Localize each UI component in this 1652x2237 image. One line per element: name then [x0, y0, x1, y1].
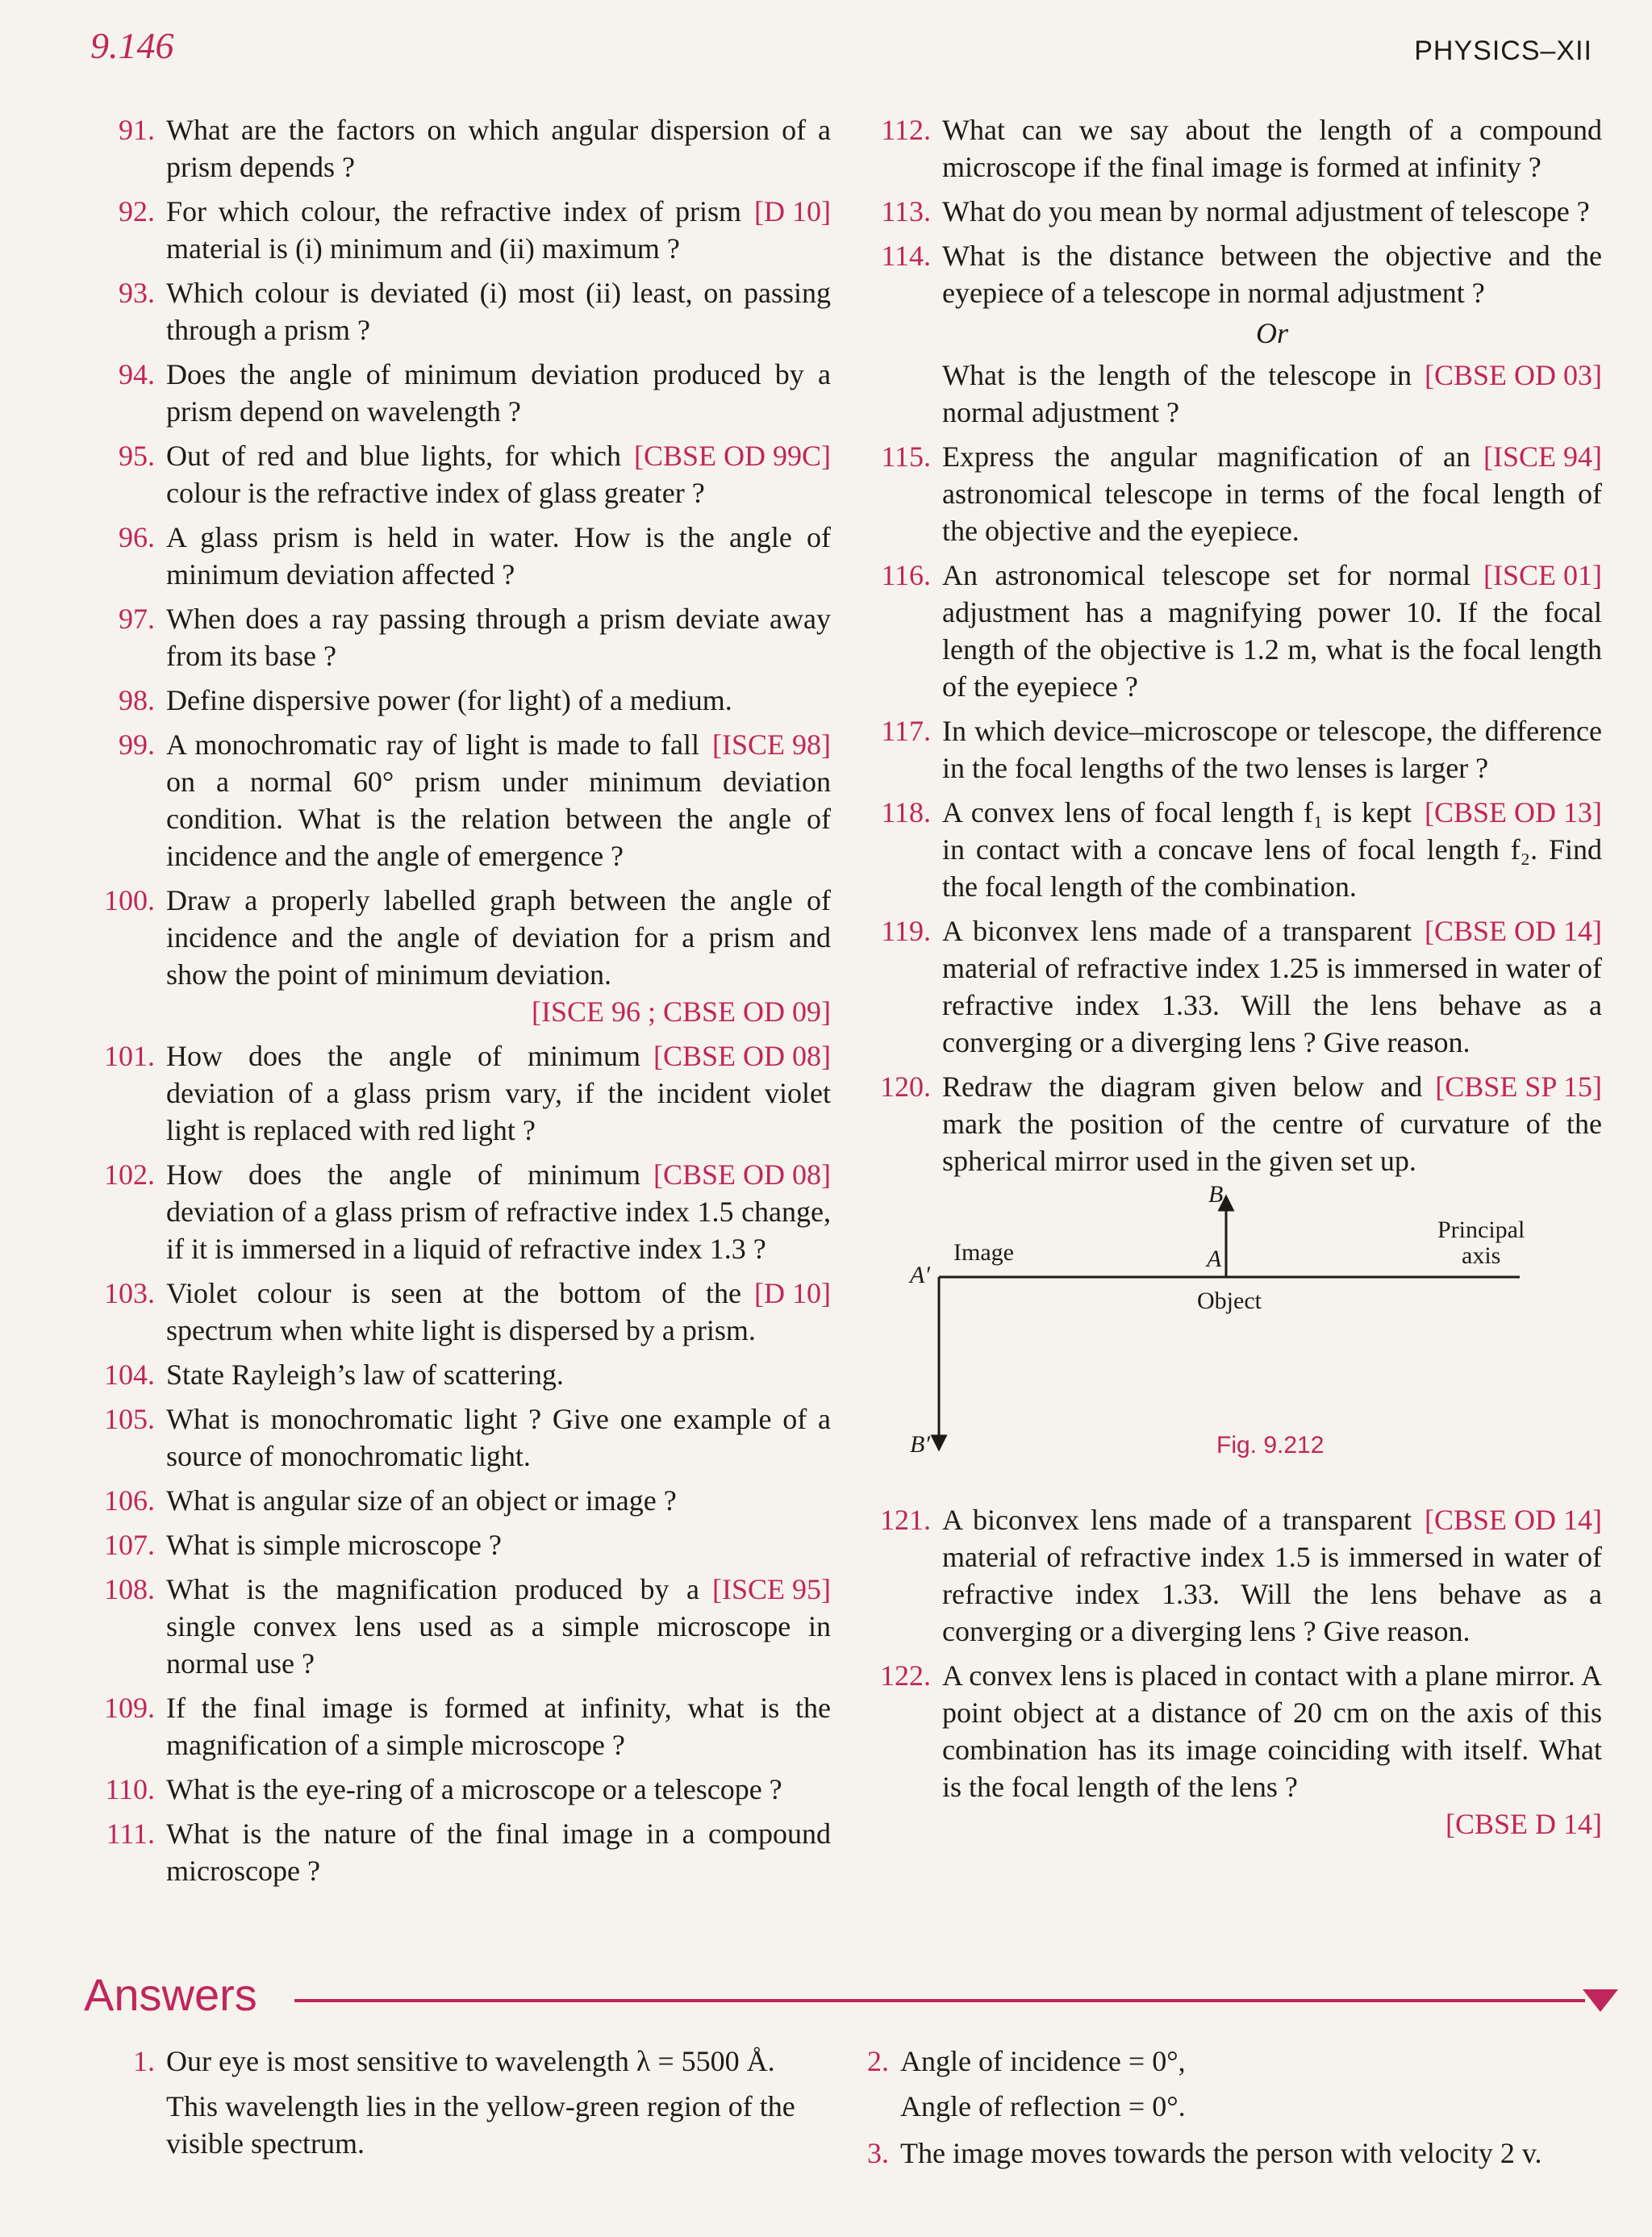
source-tag: [ISCE 96 ; CBSE OD 09]	[531, 995, 831, 1028]
source-tag: [ISCE 01]	[1483, 559, 1602, 591]
question-text: Out of red and blue lights, for which colour is the refractive index of glass greater ?	[166, 440, 705, 509]
question-item	[865, 1501, 1602, 1650]
answer-line: The image moves towards the person with velocity 2 v.	[900, 2137, 1542, 2169]
answer-number: 1.	[133, 2045, 155, 2077]
question-text: An astronomical telescope set for normal adjustment has a magnifying power 10. If the focal length of the objective is 1.2 m, what is the focal length of the eyepiece ?	[942, 559, 1602, 703]
question-number: 94.	[119, 358, 155, 390]
question-text: What do you mean by normal adjustment of telescope ?	[942, 195, 1590, 227]
question-text: A glass prism is held in water. How is the angle of minimum deviation affected ?	[166, 521, 831, 591]
question-text: In which device–microscope or telescope, the difference in the focal lengths of the two lenses is larger ?	[942, 715, 1602, 784]
question-number: 122.	[880, 1659, 931, 1692]
question-group-a	[865, 111, 1602, 230]
question-text: What is the nature of the final image in a compound microscope ?	[166, 1818, 831, 1887]
question-number: 95.	[119, 440, 155, 472]
source-tag: [ISCE 94]	[1483, 440, 1602, 473]
question-item	[865, 237, 1602, 431]
question-body	[166, 1156, 831, 1267]
question-body	[942, 557, 1602, 705]
question-text: Draw a properly labelled graph between the angle of incidence and the angle of deviation for a prism and show the point of minimum deviation.	[166, 884, 831, 991]
question-item	[865, 193, 1602, 230]
answers-divider	[294, 1999, 1585, 2002]
question-item	[865, 557, 1602, 705]
question-text: What is angular size of an object or image ?	[166, 1484, 677, 1517]
question-number: 104.	[104, 1358, 155, 1391]
label-image: Image	[953, 1239, 1014, 1266]
answer-item	[89, 2043, 831, 2170]
question-body	[942, 111, 1602, 186]
right-column	[865, 111, 1602, 1850]
question-number: 96.	[119, 521, 155, 553]
question-number: 110.	[105, 1773, 155, 1805]
question-item	[89, 274, 831, 348]
question-text: What can we say about the length of a compound microscope if the final image is formed at infinity ?	[942, 114, 1602, 183]
question-body	[166, 882, 831, 1030]
question-number: 118.	[881, 796, 931, 828]
question-body	[166, 519, 831, 593]
question-item	[89, 1400, 831, 1475]
question-item	[89, 1571, 831, 1682]
answer-line: Angle of reflection = 0°.	[900, 2090, 1186, 2122]
question-text: When does a ray passing through a prism deviate away from its base ?	[166, 603, 831, 672]
question-number: 92.	[119, 195, 155, 227]
question-number: 93.	[119, 277, 155, 309]
question-group-c	[865, 1501, 1602, 1650]
source-tag: [ISCE 98]	[712, 728, 831, 761]
question-number: 108.	[104, 1573, 155, 1605]
answer-body	[900, 2043, 1597, 2133]
question-body	[942, 712, 1602, 787]
question-item	[89, 600, 831, 674]
question-number: 114.	[881, 240, 931, 272]
question-item	[865, 438, 1602, 549]
question-body	[166, 1037, 831, 1149]
question-item	[89, 1815, 831, 1889]
question-body	[166, 600, 831, 674]
question-item	[865, 1068, 1602, 1179]
question-number: 115.	[881, 440, 931, 473]
question-number: 103.	[104, 1277, 155, 1309]
or-separator: Or	[1255, 317, 1288, 349]
question-text: Define dispersive power (for light) of a medium.	[166, 684, 732, 716]
question-text: Does the angle of minimum deviation produced by a prism depend on wavelength ?	[166, 358, 831, 428]
label-b: B	[1208, 1181, 1224, 1208]
question-item	[89, 356, 831, 430]
triangle-down-icon	[1583, 1989, 1618, 2012]
question-body	[166, 1526, 831, 1563]
question-body	[942, 193, 1602, 230]
source-tag: [ISCE 95]	[712, 1573, 831, 1605]
question-number: 116.	[881, 559, 931, 591]
answer-body	[900, 2135, 1597, 2180]
source-tag: [CBSE OD 99C]	[633, 440, 831, 472]
question-number: 91.	[119, 114, 155, 146]
question-text: What is monochromatic light ? Give one example of a source of monochromatic light.	[166, 1403, 831, 1472]
question-body	[166, 111, 831, 186]
question-text: Which colour is deviated (i) most (ii) least, on passing through a prism ?	[166, 277, 831, 346]
answer-number: 3.	[867, 2137, 889, 2169]
question-number: 98.	[119, 684, 155, 716]
question-text: If the final image is formed at infinity, what is the magnification of a simple microscope ?	[166, 1692, 831, 1761]
source-tag: [CBSE D 14]	[1445, 1808, 1602, 1840]
question-item	[89, 1482, 831, 1519]
question-item	[89, 726, 831, 874]
question-text: How does the angle of minimum deviation of a glass prism vary, if the incident violet light is replaced with red light ?	[166, 1040, 831, 1146]
question-item	[89, 1689, 831, 1763]
question-text: What are the factors on which angular dispersion of a prism depends ?	[166, 114, 831, 183]
question-body	[166, 1815, 831, 1889]
question-item	[89, 1526, 831, 1563]
source-tag: [CBSE OD 13]	[1424, 796, 1602, 828]
question-item	[89, 1771, 831, 1808]
question-body	[942, 1068, 1602, 1179]
source-tag: [CBSE OD 14]	[1424, 1504, 1602, 1536]
question-item	[89, 1356, 831, 1393]
question-text: A biconvex lens made of a transparent material of refractive index 1.5 is immersed in water of refractive index 1.33. Will the lens behave as a converging or a diverging lens ? Give reason.	[942, 1504, 1602, 1647]
source-tag: [CBSE SP 15]	[1435, 1071, 1602, 1103]
question-number: 107.	[104, 1529, 155, 1561]
question-number: 109.	[104, 1692, 155, 1724]
question-body	[942, 237, 1602, 431]
question-item	[89, 1275, 831, 1349]
question-number: 102.	[104, 1158, 155, 1191]
source-tag: [D 10]	[754, 1277, 831, 1309]
question-number: 100.	[104, 884, 155, 916]
question-text: What is the magnification produced by a single convex lens used as a simple microscope in normal use ?	[166, 1573, 831, 1680]
question-number: 99.	[119, 728, 155, 761]
page-number: 9.146	[90, 25, 174, 66]
question-item	[865, 712, 1602, 787]
label-a: A	[1207, 1246, 1222, 1272]
question-text: Express the angular magnification of an astronomical telescope in terms of the focal length of the objective and the eyepiece.	[942, 440, 1602, 547]
question-text: A convex lens of focal length f₁ is kept in contact with a concave lens of focal length f₂. Find the focal length of the combination.	[942, 796, 1602, 903]
question-body	[166, 1400, 831, 1475]
question-text: What is simple microscope ?	[166, 1529, 502, 1561]
figure-caption: Fig. 9.212	[1216, 1432, 1325, 1459]
source-tag: [CBSE OD 08]	[653, 1040, 831, 1072]
label-a-prime: A′	[910, 1262, 930, 1288]
question-body	[166, 1356, 831, 1393]
question-body	[166, 437, 831, 511]
question-item	[89, 1037, 831, 1149]
question-item	[89, 437, 831, 511]
left-column	[89, 111, 831, 1897]
question-body	[166, 682, 831, 719]
question-group-b	[865, 438, 1602, 1179]
label-b-prime: B′	[910, 1431, 930, 1458]
question-text: Redraw the diagram given below and mark the position of the centre of curvature of the spherical mirror used in the given set up.	[942, 1071, 1602, 1177]
question-number: 119.	[881, 915, 931, 947]
question-number: 105.	[104, 1403, 155, 1435]
question-text: A biconvex lens made of a transparent material of refractive index 1.25 is immersed in water of refractive index 1.33. Will the lens behave as a converging or a diverging lens ? Give reason.	[942, 915, 1602, 1058]
question-item	[89, 882, 831, 1030]
question-item	[865, 1657, 1602, 1843]
question-item	[865, 794, 1602, 905]
question-body	[166, 1482, 831, 1519]
answer-number: 2.	[867, 2045, 889, 2077]
figure-9-212	[865, 1181, 1602, 1493]
question-body	[942, 438, 1602, 549]
question-body	[166, 1275, 831, 1349]
question-number: 106.	[104, 1484, 155, 1517]
question-text: For which colour, the refractive index of prism material is (i) minimum and (ii) maximum ?	[166, 195, 742, 265]
question-body	[166, 356, 831, 430]
question-text: What is the eye-ring of a microscope or a telescope ?	[166, 1773, 782, 1805]
question-item	[89, 1156, 831, 1267]
question-item	[865, 912, 1602, 1061]
question-body	[942, 1657, 1602, 1843]
question-body	[166, 1571, 831, 1682]
question-number: 113.	[881, 195, 931, 227]
question-body	[166, 726, 831, 874]
question-number: 117.	[881, 715, 931, 747]
question-body	[942, 1501, 1602, 1650]
source-tag: [CBSE OD 14]	[1424, 915, 1602, 947]
answer-line: This wavelength lies in the yellow-green region of the visible spectrum.	[166, 2090, 795, 2160]
source-tag: [D 10]	[754, 195, 831, 227]
question-text: A convex lens is placed in contact with a plane mirror. A point object at a distance of 20 cm on the axis of this combination has its image coinciding with itself. What is the focal length of the lens ?	[942, 1659, 1602, 1803]
label-object: Object	[1197, 1288, 1262, 1314]
question-item	[89, 682, 831, 719]
answer-item	[823, 2043, 1597, 2133]
question-number: 112.	[881, 114, 931, 146]
question-alt-text-content: What is the length of the telescope in normal adjustment ?	[942, 359, 1412, 428]
question-item	[89, 193, 831, 267]
question-text: Violet colour is seen at the bottom of the spectrum when white light is dispersed by a prism.	[166, 1277, 756, 1346]
question-number: 97.	[119, 603, 155, 635]
source-tag: [CBSE OD 08]	[653, 1158, 831, 1191]
answer-line: Our eye is most sensitive to wavelength λ = 5500 Å.	[166, 2045, 775, 2077]
question-number: 120.	[880, 1071, 931, 1103]
question-alt-text	[942, 357, 1602, 431]
question-body	[166, 1689, 831, 1763]
question-body	[166, 1771, 831, 1808]
question-text: What is the distance between the objective and the eyepiece of a telescope in normal adjustment ?	[942, 240, 1602, 309]
label-principal-axis-2: axis	[1462, 1242, 1501, 1269]
question-number: 121.	[880, 1504, 931, 1536]
question-body	[942, 912, 1602, 1061]
answer-line: Angle of incidence = 0°,	[900, 2045, 1186, 2077]
question-number: 111.	[106, 1818, 155, 1850]
question-text: A monochromatic ray of light is made to fall on a normal 60° prism under minimum deviation condition. What is the relation between the angle of incidence and the angle of emergence ?	[166, 728, 831, 872]
question-text: How does the angle of minimum deviation of a glass prism of refractive index 1.5 change, if it is immersed in a liquid of refractive index 1.3 ?	[166, 1158, 831, 1265]
question-body	[166, 193, 831, 267]
question-item	[89, 519, 831, 593]
question-item	[865, 111, 1602, 186]
label-principal-axis-1: Principal	[1437, 1217, 1525, 1243]
question-body	[942, 794, 1602, 905]
question-body	[166, 274, 831, 348]
answer-item	[823, 2135, 1597, 2180]
source-tag: [CBSE OD 03]	[1424, 359, 1602, 391]
answer-body	[166, 2043, 831, 2170]
question-number: 101.	[104, 1040, 155, 1072]
answers-heading: Answers	[84, 1969, 257, 2020]
question-text: State Rayleigh’s law of scattering.	[166, 1358, 564, 1391]
question-item	[89, 111, 831, 186]
book-title: PHYSICS–XII	[1414, 35, 1592, 66]
